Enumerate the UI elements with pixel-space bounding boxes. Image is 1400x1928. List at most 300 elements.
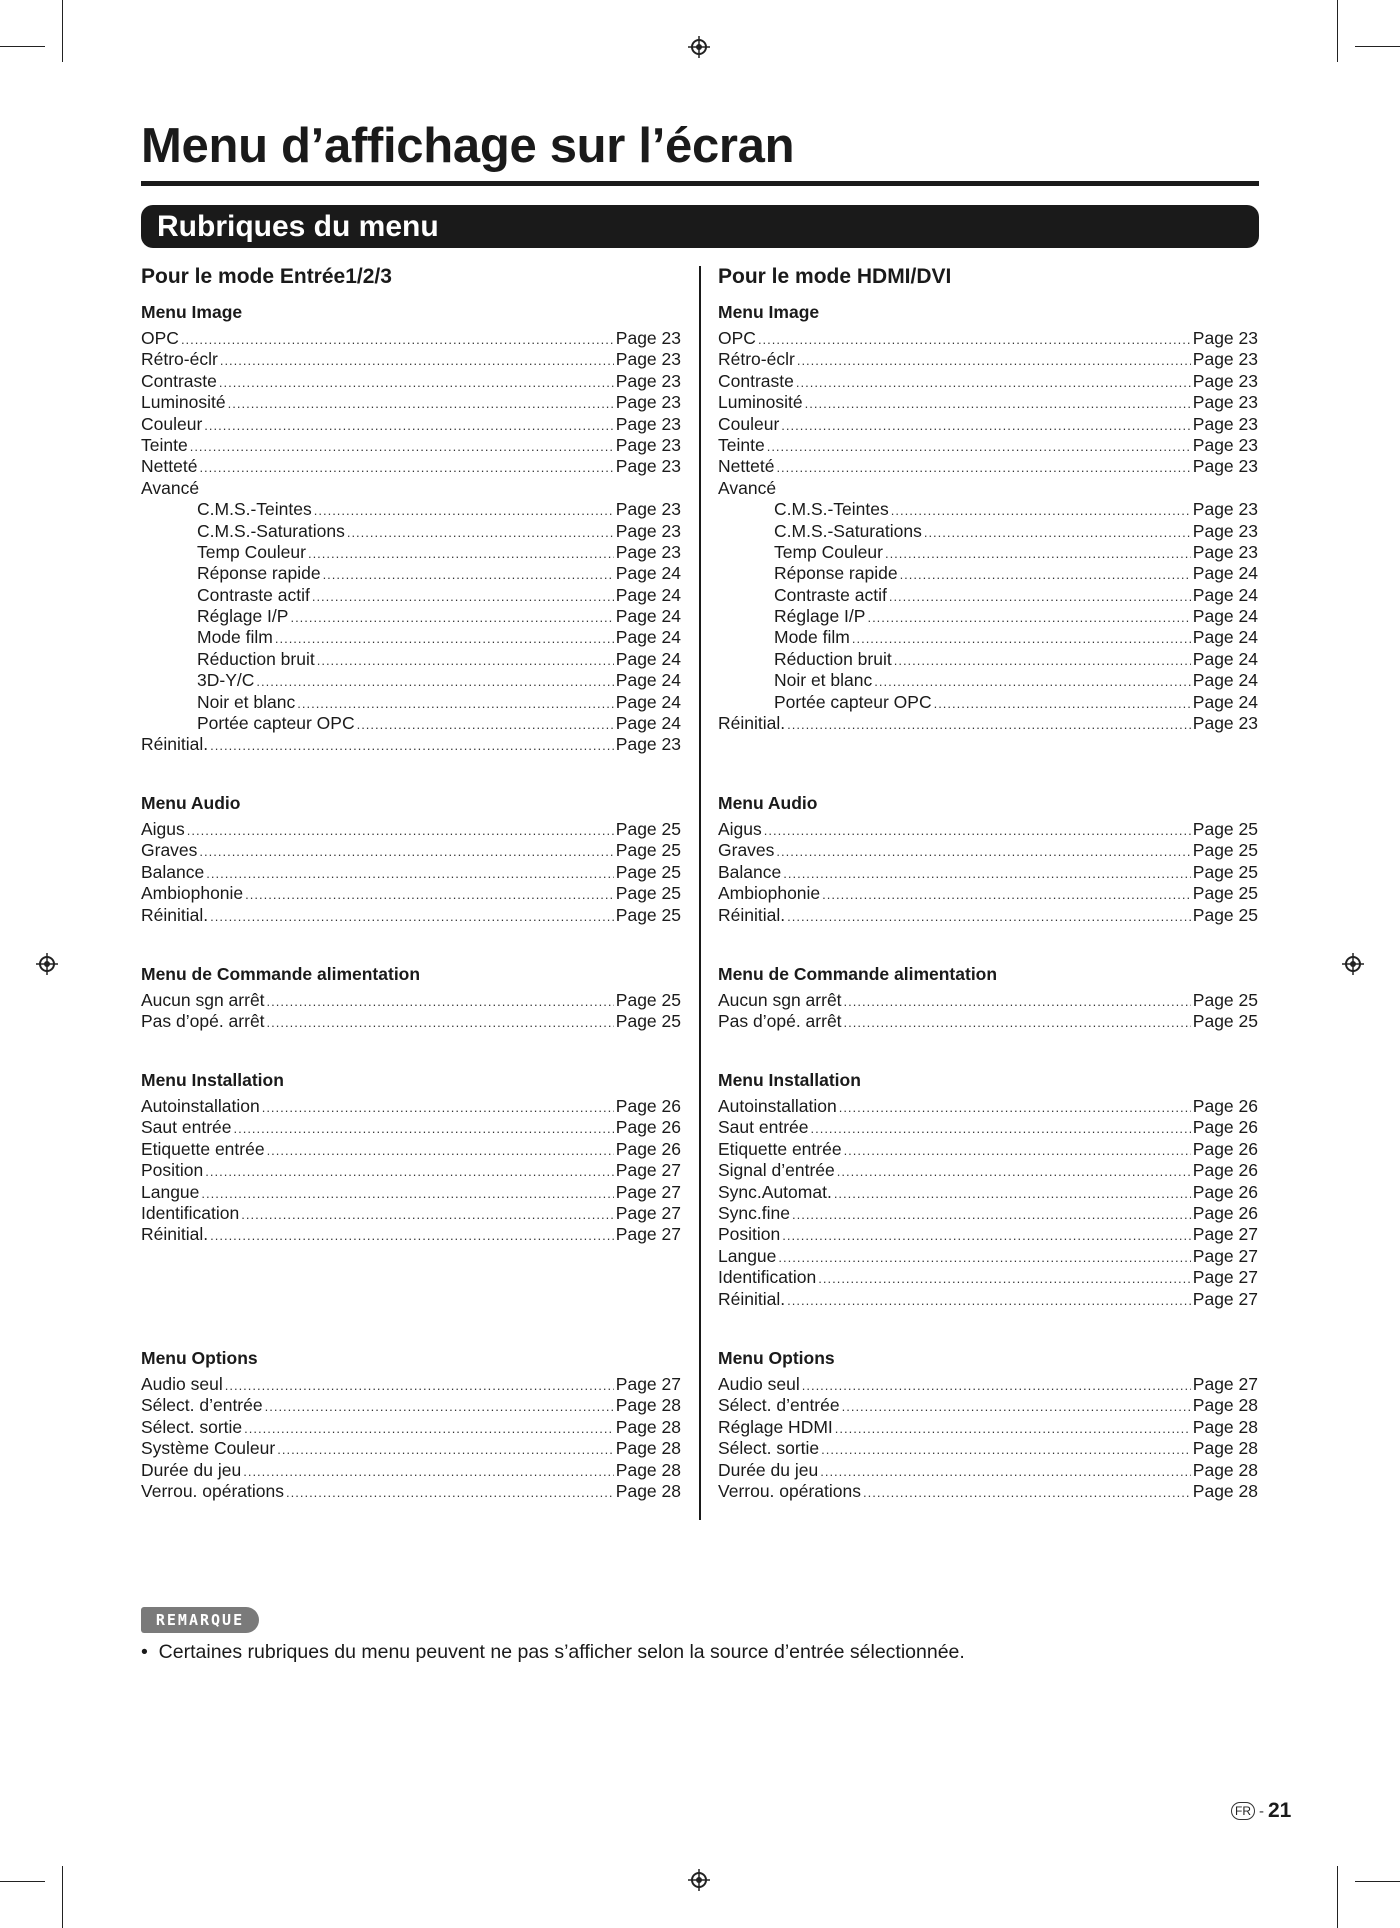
group-title: Menu Audio (718, 793, 818, 813)
menu-item-page: Page 24 (615, 670, 681, 691)
menu-item-page: Page 25 (1192, 883, 1258, 904)
menu-item-page: Page 28 (1192, 1480, 1258, 1501)
dot-leader (347, 522, 614, 542)
menu-item-label: Mode film (774, 627, 850, 648)
menu-item-label: Position (141, 1160, 204, 1181)
menu-item-label: Etiquette entrée (718, 1138, 842, 1159)
menu-item-page: Page 26 (615, 1096, 681, 1116)
menu-item-row (718, 585, 1258, 606)
menu-item-label: Réinitial. (141, 1224, 209, 1245)
menu-item-page: Page 23 (615, 520, 681, 541)
menu-item-page: Page 25 (615, 840, 681, 861)
menu-item-row (141, 1139, 681, 1160)
menu-item-page: Page 28 (615, 1459, 681, 1480)
menu-item-label: Teinte (718, 434, 765, 455)
menu-item-row (718, 819, 1258, 840)
menu-item-page: Page 25 (615, 819, 681, 839)
dot-leader (275, 628, 614, 648)
dot-leader (810, 1118, 1190, 1138)
menu-item-page: Page 26 (615, 1117, 681, 1138)
dot-leader (357, 714, 614, 734)
menu-item-label: Saut entrée (718, 1117, 809, 1138)
menu-item-row (718, 1460, 1258, 1481)
menu-setup-group (141, 1068, 681, 1246)
dot-leader (262, 1097, 614, 1117)
dot-leader (852, 628, 1191, 648)
dot-leader (241, 1204, 614, 1224)
menu-item-page: Page 24 (1192, 584, 1258, 605)
menu-item-row (718, 414, 1258, 435)
dot-leader (219, 372, 614, 392)
menu-item-page: Page 28 (615, 1438, 681, 1459)
dot-leader (842, 1396, 1191, 1416)
crop-mark (1355, 46, 1400, 47)
menu-item-label: Balance (141, 861, 205, 882)
menu-item-label: Graves (141, 840, 198, 861)
menu-item-label: Couleur (718, 413, 780, 434)
dot-leader (818, 1268, 1191, 1288)
menu-item-label: OPC (718, 328, 756, 348)
menu-item-page: Page 27 (1192, 1267, 1258, 1288)
dot-leader (317, 650, 614, 670)
group-title: Menu Image (141, 302, 243, 322)
menu-item-row (718, 392, 1258, 413)
dot-leader (201, 1183, 613, 1203)
item-list (141, 328, 681, 756)
menu-item-row (718, 542, 1258, 563)
menu-options-group (141, 1346, 681, 1502)
item-list (141, 1096, 681, 1246)
group-title: Menu Audio (141, 793, 241, 813)
dot-leader (820, 1461, 1191, 1481)
menu-item-page: Page 24 (1192, 648, 1258, 669)
menu-item-page: Page 27 (615, 1202, 681, 1223)
dot-leader (267, 1140, 614, 1160)
menu-item-page: Page 26 (1192, 1096, 1258, 1116)
menu-item-page: Page 25 (1192, 990, 1258, 1010)
menu-item-row (718, 627, 1258, 648)
dot-leader (874, 671, 1191, 691)
dot-leader (900, 564, 1191, 584)
registration-mark-icon (688, 36, 710, 58)
menu-item-label: Aucun sgn arrêt (718, 990, 842, 1010)
menu-item-label: Sélect. d’entrée (141, 1395, 263, 1416)
menu-item-page: Page 23 (1192, 456, 1258, 477)
menu-item-label: Rétro-éclr (141, 349, 218, 370)
dot-leader (243, 1461, 614, 1481)
dot-leader (199, 457, 613, 477)
page-number-separator: - (1259, 1802, 1264, 1820)
note-body: Certaines rubriques du menu peuvent ne pas s’afficher selon la source d’entrée sélectionnée. (158, 1641, 965, 1663)
menu-item-page: Page 24 (1192, 606, 1258, 627)
dot-leader (924, 522, 1191, 542)
menu-item-label: Réglage I/P (774, 606, 866, 627)
menu-item-page: Page 23 (615, 413, 681, 434)
menu-item-page: Page 23 (1192, 413, 1258, 434)
menu-item-row (718, 1011, 1258, 1032)
menu-item-label: Position (718, 1224, 781, 1245)
menu-item-label: Portée capteur OPC (197, 713, 355, 734)
menu-item-page: Page 24 (1192, 627, 1258, 648)
column-divider (699, 266, 701, 1520)
menu-item-row (718, 1289, 1258, 1310)
menu-item-row (141, 1481, 681, 1502)
dot-leader (867, 607, 1190, 627)
menu-item-label: Ambiophonie (718, 883, 821, 904)
note-text (141, 1638, 965, 1666)
menu-item-row (141, 649, 681, 670)
item-list (141, 990, 681, 1033)
menu-item-label: Contraste (141, 370, 217, 391)
dot-leader (863, 1482, 1191, 1502)
menu-item-page: Page 24 (1192, 670, 1258, 691)
dot-leader (844, 991, 1191, 1011)
dot-leader (885, 543, 1191, 563)
dot-leader (277, 1439, 614, 1459)
title-rule (141, 181, 1259, 186)
dot-leader (308, 543, 614, 563)
menu-item-row (141, 1224, 681, 1245)
menu-item-row (141, 1011, 681, 1032)
menu-item-page: Page 26 (1192, 1138, 1258, 1159)
menu-item-row (718, 499, 1258, 520)
menu-item-row (718, 1481, 1258, 1502)
dot-leader (781, 415, 1191, 435)
menu-item-page: Page 26 (1192, 1202, 1258, 1223)
menu-item-row (718, 563, 1258, 584)
menu-item-row (718, 1224, 1258, 1245)
menu-item-label: Mode film (197, 627, 273, 648)
menu-item-row (718, 1246, 1258, 1267)
menu-item-page: Page 25 (615, 861, 681, 882)
menu-item-row (141, 734, 681, 755)
dot-leader (782, 1225, 1191, 1245)
menu-item-label: Luminosité (141, 392, 226, 413)
menu-item-page: Page 23 (1192, 520, 1258, 541)
menu-item-page: Page 23 (1192, 434, 1258, 455)
menu-item-label: Sync.Automat. (718, 1181, 832, 1202)
menu-item-label: Sélect. sortie (141, 1416, 243, 1437)
dot-leader (210, 906, 614, 926)
menu-item-label: Sync.fine (718, 1202, 790, 1223)
menu-item-page: Page 25 (1192, 1011, 1258, 1032)
menu-item-label: Avancé (141, 477, 200, 498)
menu-item-row (141, 670, 681, 691)
menu-item-label: Durée du jeu (141, 1459, 242, 1480)
dot-leader (934, 693, 1191, 713)
menu-item-row (141, 1395, 681, 1416)
menu-item-label: Réponse rapide (774, 563, 898, 584)
menu-item-page: Page 23 (1192, 541, 1258, 562)
menu-item-page: Page 23 (615, 456, 681, 477)
group-title: Menu de Commande alimentation (718, 964, 998, 984)
dot-leader (228, 393, 614, 413)
dot-leader (210, 735, 614, 755)
group-title: Menu de Commande alimentation (141, 964, 421, 984)
menu-item-row (718, 371, 1258, 392)
menu-item-row (718, 862, 1258, 883)
dot-leader (233, 1118, 613, 1138)
menu-item-row (141, 328, 681, 349)
menu-item-label: Ambiophonie (141, 883, 244, 904)
menu-setup-group (718, 1068, 1258, 1310)
dot-leader (286, 1482, 614, 1502)
menu-item-row (141, 606, 681, 627)
menu-item-page: Page 27 (1192, 1374, 1258, 1394)
right-column (718, 262, 1258, 1501)
dot-leader (891, 500, 1191, 520)
menu-item-label: Audio seul (141, 1374, 223, 1394)
menu-item-page: Page 27 (615, 1224, 681, 1245)
crop-mark (0, 1881, 45, 1882)
item-list (141, 1374, 681, 1502)
menu-item-page: Page 24 (615, 627, 681, 648)
dot-leader (297, 693, 614, 713)
menu-item-label: Luminosité (718, 392, 803, 413)
dot-leader (894, 650, 1191, 670)
menu-item-row (718, 713, 1258, 734)
menu-item-row (141, 627, 681, 648)
menu-item-row (718, 328, 1258, 349)
menu-item-row (141, 585, 681, 606)
menu-item-page: Page 26 (615, 1138, 681, 1159)
menu-item-label: Teinte (141, 434, 188, 455)
dot-leader (778, 1247, 1190, 1267)
dot-leader (265, 1396, 614, 1416)
menu-item-page: Page 27 (615, 1160, 681, 1181)
menu-item-label: Réinitial. (718, 1288, 786, 1309)
menu-item-row (141, 1438, 681, 1459)
menu-item-page: Page 23 (1192, 392, 1258, 413)
menu-audio-group (141, 791, 681, 926)
menu-item-row (141, 392, 681, 413)
menu-item-label: Réponse rapide (197, 563, 321, 584)
menu-item-label: Identification (141, 1202, 240, 1223)
menu-item-row (141, 1374, 681, 1395)
menu-item-row (718, 1139, 1258, 1160)
crop-mark (1355, 1881, 1400, 1882)
menu-item-page: Page 25 (1192, 819, 1258, 839)
item-list (718, 990, 1258, 1033)
menu-item-row (141, 456, 681, 477)
menu-item-row (141, 542, 681, 563)
menu-item-row (718, 905, 1258, 926)
menu-item-page: Page 27 (615, 1181, 681, 1202)
menu-item-page: Page 23 (1192, 349, 1258, 370)
menu-item-row (141, 1203, 681, 1224)
menu-item-page: Page 28 (1192, 1416, 1258, 1437)
menu-item-page: Page 28 (1192, 1395, 1258, 1416)
menu-item-page: Page 25 (615, 904, 681, 925)
column-heading: Pour le mode HDMI/DVI (718, 265, 952, 288)
menu-image-group (141, 300, 681, 756)
menu-item-label: Système Couleur (141, 1438, 276, 1459)
menu-item-page: Page 28 (1192, 1438, 1258, 1459)
dot-leader (776, 457, 1190, 477)
menu-item-page: Page 25 (1192, 861, 1258, 882)
left-column (141, 262, 681, 1501)
dot-leader (190, 436, 614, 456)
dot-leader (767, 436, 1191, 456)
menu-item-row (141, 692, 681, 713)
dot-leader (844, 1012, 1191, 1032)
dot-leader (187, 820, 614, 840)
menu-item-row (718, 1160, 1258, 1181)
menu-item-row (141, 1182, 681, 1203)
menu-item-label: Signal d’entrée (718, 1160, 835, 1181)
column-heading: Pour le mode Entrée1/2/3 (141, 265, 392, 288)
dot-leader (792, 1204, 1191, 1224)
language-badge: FR (1231, 1802, 1255, 1820)
menu-item-row (718, 692, 1258, 713)
menu-item-page: Page 23 (1192, 713, 1258, 734)
crop-mark (1337, 1866, 1338, 1928)
menu-item-page: Page 25 (1192, 904, 1258, 925)
group-title: Menu Options (141, 1348, 258, 1368)
menu-item-label: Identification (718, 1267, 817, 1288)
menu-item-label: Graves (718, 840, 775, 861)
dot-leader (805, 393, 1191, 413)
menu-item-row (141, 883, 681, 904)
menu-item-page: Page 23 (615, 541, 681, 562)
menu-item-row (718, 883, 1258, 904)
page-title: Menu d’affichage sur l’écran (141, 119, 795, 173)
item-list (718, 328, 1258, 734)
dot-leader (181, 329, 614, 349)
dot-leader (796, 372, 1191, 392)
menu-item-row (718, 1374, 1258, 1395)
menu-item-page: Page 28 (615, 1480, 681, 1501)
dot-leader (314, 500, 614, 520)
menu-item-row (141, 499, 681, 520)
menu-item-page: Page 24 (615, 648, 681, 669)
menu-item-row (141, 840, 681, 861)
dot-leader (844, 1140, 1191, 1160)
registration-mark-icon (1342, 953, 1364, 975)
dot-leader (787, 1290, 1191, 1310)
dot-leader (802, 1375, 1191, 1395)
crop-mark (62, 1866, 63, 1928)
crop-mark (1337, 0, 1338, 62)
menu-item-page: Page 24 (615, 584, 681, 605)
dot-leader (797, 350, 1191, 370)
menu-item-row (141, 1417, 681, 1438)
menu-item-label: Verrou. opérations (718, 1480, 862, 1501)
menu-item-label: C.M.S.-Saturations (197, 520, 345, 541)
dot-leader (205, 1161, 614, 1181)
menu-item-label: OPC (141, 328, 179, 348)
menu-item-page: Page 24 (615, 691, 681, 712)
dot-leader (210, 1225, 614, 1245)
menu-item-page: Page 25 (1192, 840, 1258, 861)
menu-item-row (141, 990, 681, 1011)
menu-item-label: Réinitial. (718, 904, 786, 925)
note-badge: REMARQUE (141, 1607, 259, 1633)
menu-item-label: Langue (141, 1181, 200, 1202)
menu-item-page: Page 25 (615, 1011, 681, 1032)
menu-item-label: Sélect. sortie (718, 1438, 820, 1459)
menu-item-row (141, 349, 681, 370)
menu-item-page: Page 23 (1192, 370, 1258, 391)
menu-power-group (718, 962, 1258, 1033)
menu-item-label: Noir et blanc (197, 691, 296, 712)
group-title: Menu Installation (718, 1070, 861, 1090)
dot-leader (204, 415, 614, 435)
menu-power-group (141, 962, 681, 1033)
menu-item-row (718, 1117, 1258, 1138)
dot-leader (787, 906, 1191, 926)
dot-leader (199, 841, 613, 861)
menu-item-page: Page 27 (1192, 1288, 1258, 1309)
menu-item-row (141, 1117, 681, 1138)
menu-item-label: Portée capteur OPC (774, 691, 932, 712)
menu-item-row (141, 713, 681, 734)
menu-item-page: Page 27 (615, 1374, 681, 1394)
dot-leader (787, 714, 1191, 734)
menu-item-label: Netteté (718, 456, 775, 477)
menu-item-label: Saut entrée (141, 1117, 232, 1138)
menu-item-label: Réglage HDMI (718, 1416, 833, 1437)
menu-item-page: Page 24 (615, 563, 681, 584)
menu-item-row (141, 819, 681, 840)
section-bar: Rubriques du menu (141, 205, 1259, 248)
dot-leader (225, 1375, 614, 1395)
menu-item-row (718, 990, 1258, 1011)
menu-item-label: Réinitial. (141, 904, 209, 925)
dot-leader (822, 884, 1191, 904)
menu-item-row (141, 1460, 681, 1481)
dot-leader (206, 863, 614, 883)
menu-item-row (718, 1267, 1258, 1288)
menu-item-row (141, 862, 681, 883)
menu-item-label: C.M.S.-Teintes (774, 499, 889, 520)
menu-item-row (141, 1096, 681, 1117)
menu-item-page: Page 23 (615, 734, 681, 755)
page-number-value: 21 (1268, 1799, 1292, 1822)
menu-item-page: Page 23 (615, 392, 681, 413)
menu-item-page: Page 25 (615, 990, 681, 1010)
menu-item-label: Réinitial. (718, 713, 786, 734)
dot-leader (839, 1097, 1191, 1117)
menu-item-label: Pas d’opé. arrêt (141, 1011, 265, 1032)
item-list (141, 819, 681, 926)
menu-item-label: Contraste actif (774, 584, 887, 605)
crop-mark (0, 46, 45, 47)
menu-item-label: Balance (718, 861, 782, 882)
menu-item-row (718, 521, 1258, 542)
menu-item-page: Page 28 (615, 1395, 681, 1416)
item-list (718, 819, 1258, 926)
menu-item-label: Réduction bruit (197, 648, 315, 669)
menu-item-label: Contraste (718, 370, 794, 391)
menu-item-page: Page 28 (1192, 1459, 1258, 1480)
menu-item-label: Durée du jeu (718, 1459, 819, 1480)
menu-item-label: Langue (718, 1245, 777, 1266)
menu-item-page: Page 23 (615, 349, 681, 370)
menu-item-row (141, 563, 681, 584)
menu-item-label: Pas d’opé. arrêt (718, 1011, 842, 1032)
menu-image-group (718, 300, 1258, 734)
menu-options-group (718, 1346, 1258, 1502)
menu-item-page: Page 28 (615, 1416, 681, 1437)
menu-item-page: Page 23 (615, 434, 681, 455)
menu-item-row (718, 349, 1258, 370)
menu-item-row (718, 1182, 1258, 1203)
dot-leader (821, 1439, 1191, 1459)
menu-item-label: 3D-Y/C (197, 670, 255, 691)
menu-item-label: Rétro-éclr (718, 349, 795, 370)
menu-item-row (141, 414, 681, 435)
